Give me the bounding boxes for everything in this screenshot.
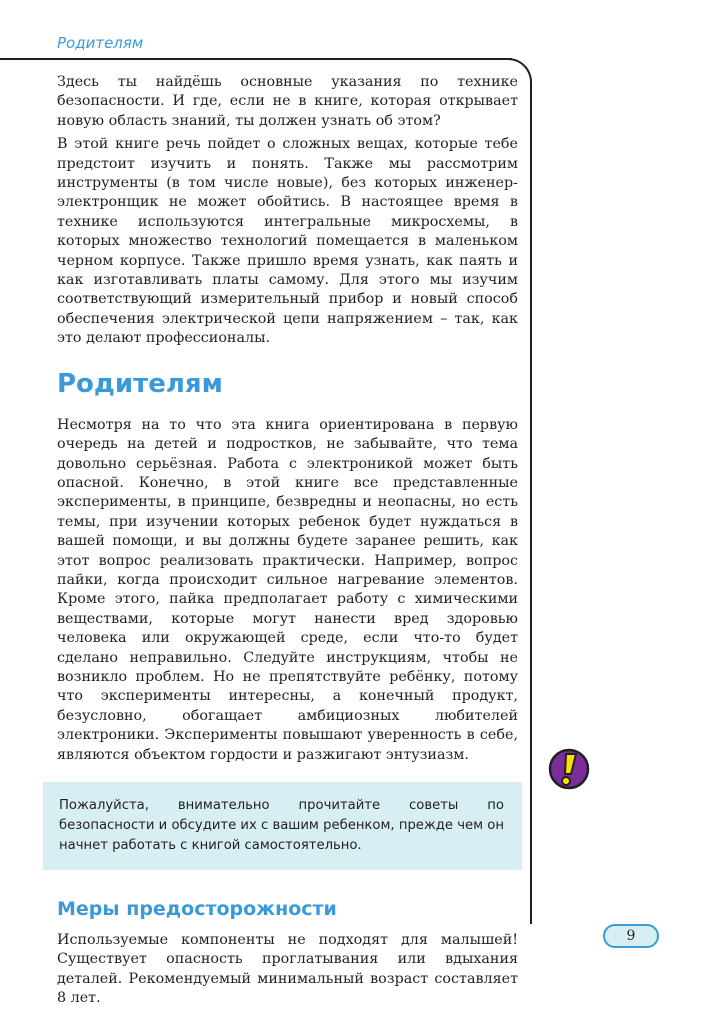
section-paragraph: Несмотря на то что эта книга ориентирована в первую очередь на детей и подростков, не забывайте, что тема довольно серьёзная. Работа с электроникой может быть опасной. Конечно, в этой книге все представленные эксперименты, в принципе, безвредны и неопасны, но есть темы, при изучении которых ребенок будет нуждаться в вашей помощи, и вы должны будете заранее решить, как этот вопрос реализовать практически. Например, вопрос пайки, когда происходит сильное нагревание элементов. Кроме этого, пайка предполагает работу с химическими веществами, которые могут нанести вред здоровью человека или окружающей среде, если что-то будет сделано неправильно. Следуйте инструкциям, чтобы не возникло проблем. Но не препятствуйте ребёнку, потому что эксперименты интересны, а конечный продукт, безусловно, обогащает амбициозных любителей электроники. Эксперименты повышают уверенность в себе, являются объектом гордости и разжигают энтузиазм. [57, 416, 518, 763]
section-heading: Родителям [57, 368, 223, 399]
page-number: 9 [603, 924, 659, 948]
subsection-heading: Меры предосторожности [57, 898, 337, 920]
page-content [57, 73, 518, 1013]
safety-note-box [43, 782, 522, 870]
side-rule [530, 82, 532, 924]
intro-paragraph-2: В этой книге речь пойдет о сложных вещах, которые тебе предстоит изучить и понять. Также мы рассмотрим инструменты (в том числе новые), без которых инженер-электронщик не может обойтись. В настоящее время в технике используются интегральные микросхемы, в которых множество технологий помещается в маленьком черном корпусе. Также пришло время узнать, как паять и как изготавливать платы самому. Для этого мы изучим соответствующий измерительный прибор и новый способ обеспечения электрической цепи напряжением – так, как это делают профессионалы. [57, 136, 518, 347]
safety-note-text: Пожалуйста, внимательно прочитайте советы по безопасности и обсудите их с вашим ребенком, прежде чем он начнет работать с книгой самостоятельно. [59, 798, 504, 853]
intro-paragraph-1: Здесь ты найдёшь основные указания по технике безопасности. И где, если не в книге, которая открывает новую область знаний, ты должен узнать об этом? [57, 74, 518, 129]
header-rule [0, 58, 512, 60]
subsection-paragraph: Используемые компоненты не подходят для малышей! Существует опасность проглатывания или вдыхания деталей. Рекомендуемый минимальный возраст составляет 8 лет. [57, 932, 518, 1007]
running-head: Родителям [57, 34, 144, 52]
exclamation-warning-icon [548, 748, 590, 790]
